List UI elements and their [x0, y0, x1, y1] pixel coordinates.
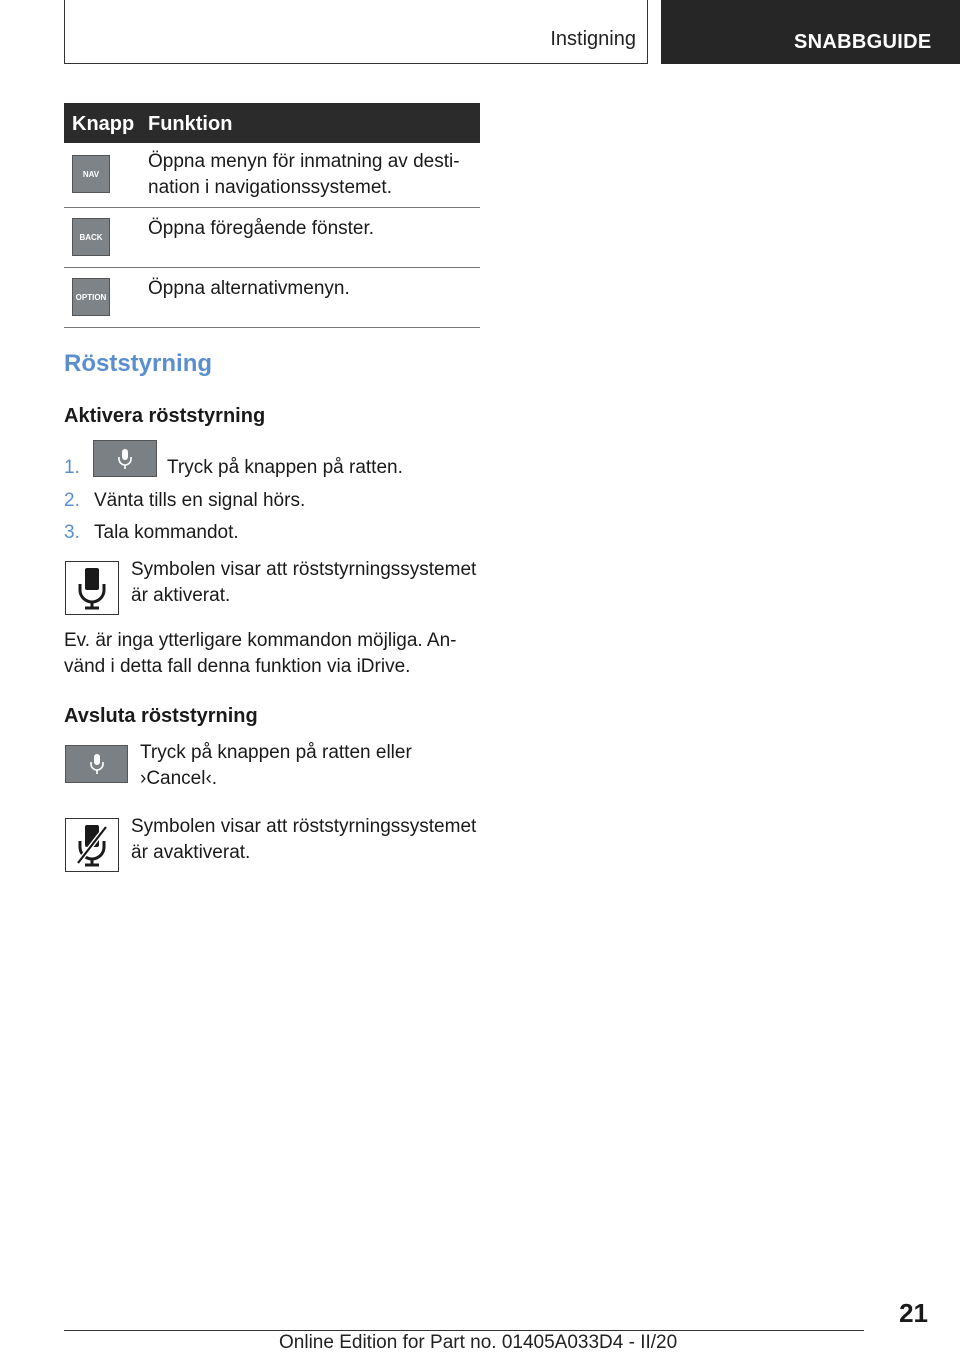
step-number: 1.: [64, 457, 80, 478]
text-line: Öppna föregående fönster.: [148, 218, 375, 239]
activate-heading: Aktivera röststyrning: [64, 405, 266, 427]
steering-wheel-voice-button-icon: [93, 440, 157, 477]
steering-wheel-voice-button-icon: [65, 745, 128, 783]
step-text: Tala kommandot.: [94, 522, 239, 543]
inactive-symbol-description: [131, 814, 491, 866]
text-line: Ev. är inga ytterligare kommandon möjliga. An-: [64, 630, 457, 651]
back-button-icon: BACK: [72, 218, 110, 256]
microphone-muted-icon: [65, 818, 119, 872]
table-row: [64, 268, 480, 328]
header-section-title: Instigning: [550, 28, 636, 50]
row-function-text: [148, 216, 478, 242]
text-line: är aktiverat.: [131, 585, 231, 606]
text-line: Symbolen visar att röststyrningssystemet: [131, 816, 477, 837]
microphone-active-icon: [65, 561, 119, 615]
step-number: 2.: [64, 490, 80, 511]
nav-button-icon: NAV: [72, 155, 110, 193]
step-text: [167, 457, 403, 479]
note-paragraph: [64, 628, 484, 680]
text-line: ›Cancel‹.: [140, 768, 218, 789]
column-header-button: Knapp: [72, 113, 135, 135]
end-description: [140, 740, 480, 792]
active-symbol-description: [131, 557, 491, 609]
row-function-text: [148, 149, 478, 201]
text-line: är avaktiverat.: [131, 842, 251, 863]
text-line: Öppna alternativmenyn.: [148, 278, 350, 299]
text-line: Öppna menyn för inmatning av desti-: [148, 151, 460, 172]
step-text: Vänta tills en signal hörs.: [94, 490, 306, 511]
table-row: [64, 143, 480, 208]
header-chapter-tab: [661, 0, 960, 64]
end-heading: Avsluta röststyrning: [64, 705, 258, 727]
text-line: nation i navigationssystemet.: [148, 177, 392, 198]
text-line: Tryck på knappen på ratten eller: [140, 742, 412, 763]
table-row: [64, 208, 480, 268]
text-line: vänd i detta fall denna funktion via iDrive.: [64, 656, 411, 677]
button-function-table: [64, 103, 480, 328]
chapter-title: SNABBGUIDE: [794, 31, 932, 53]
column-header-function: Funktion: [148, 113, 233, 135]
footer-divider: [64, 1330, 864, 1331]
step-1-text: Tryck på knappen på ratten.: [167, 457, 403, 478]
section-title: Röststyrning: [64, 350, 213, 377]
page-number: 21: [899, 1298, 928, 1328]
option-button-icon: OPTION: [72, 278, 110, 316]
footer-edition: Online Edition for Part no. 01405A033D4 - II/20: [279, 1332, 678, 1353]
row-function-text: [148, 276, 478, 302]
text-line: Symbolen visar att röststyrningssystemet: [131, 559, 477, 580]
table-header: [64, 103, 480, 143]
step-number: 3.: [64, 522, 80, 543]
